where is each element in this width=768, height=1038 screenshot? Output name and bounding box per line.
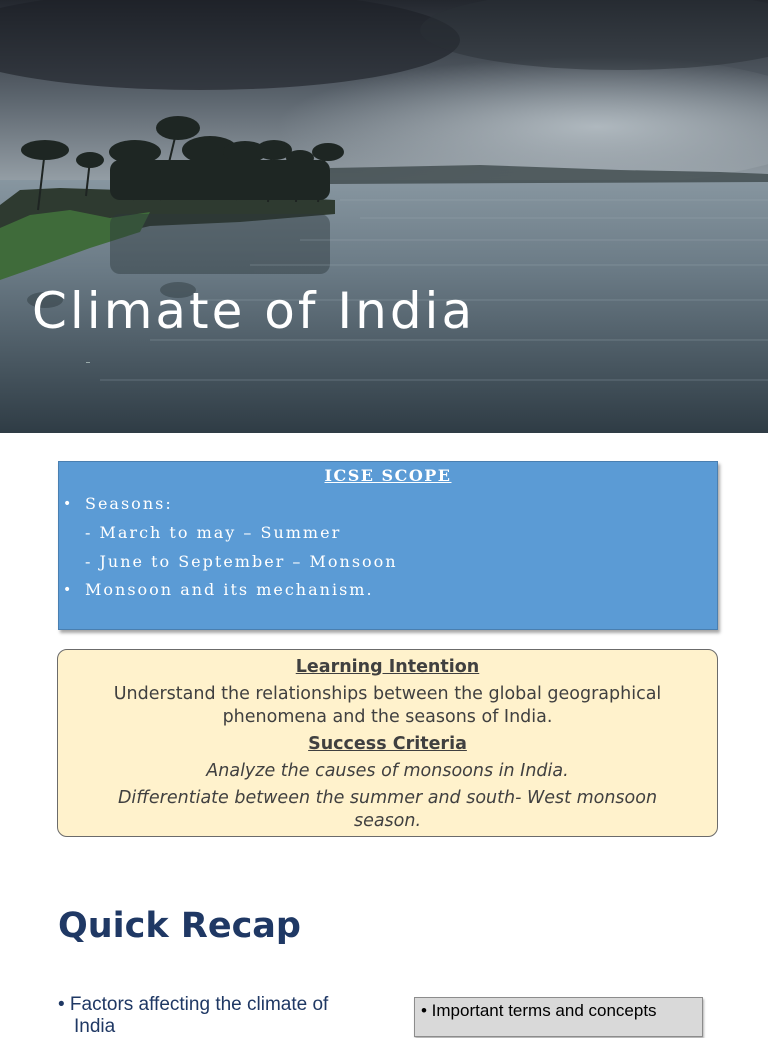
learning-intention-box [57,649,718,837]
slide-title: Climate of India [32,282,476,340]
bullet-icon: • [63,582,72,598]
recap-bullet-factors: • Factors affecting the climate of [58,994,329,1015]
success-criteria-2-line-1: Differentiate between the summer and south- West monsoon [117,788,658,808]
scope-item-seasons: Seasons: [85,494,173,513]
recap-bullet-factors-line-2: India [74,1016,116,1037]
scope-item-mechanism: Monsoon and its mechanism. [85,580,374,599]
success-criteria-2-line-2: season. [353,811,422,831]
learning-intention-text-1: Understand the relationships between the global geographical [113,684,662,704]
bullet-icon: • [63,496,72,512]
learning-intention-text-2: phenomena and the seasons of India. [222,707,553,727]
scope-item-summer: - March to may – Summer [85,523,342,542]
icse-scope-box [58,461,718,630]
success-criteria-1: Analyze the causes of monsoons in India. [206,761,569,781]
scope-title: ICSE SCOPE [324,466,452,485]
learning-intention-heading: Learning Intention [295,657,480,677]
scope-item-monsoon: - June to September – Monsoon [85,552,398,571]
important-terms-box: • Important terms and concepts [414,997,703,1037]
success-criteria-heading: Success Criteria [308,734,467,754]
quick-recap-title: Quick Recap [58,906,301,946]
subtitle-placeholder [86,362,90,363]
hero-image [0,0,768,433]
hero-slide [0,0,768,433]
